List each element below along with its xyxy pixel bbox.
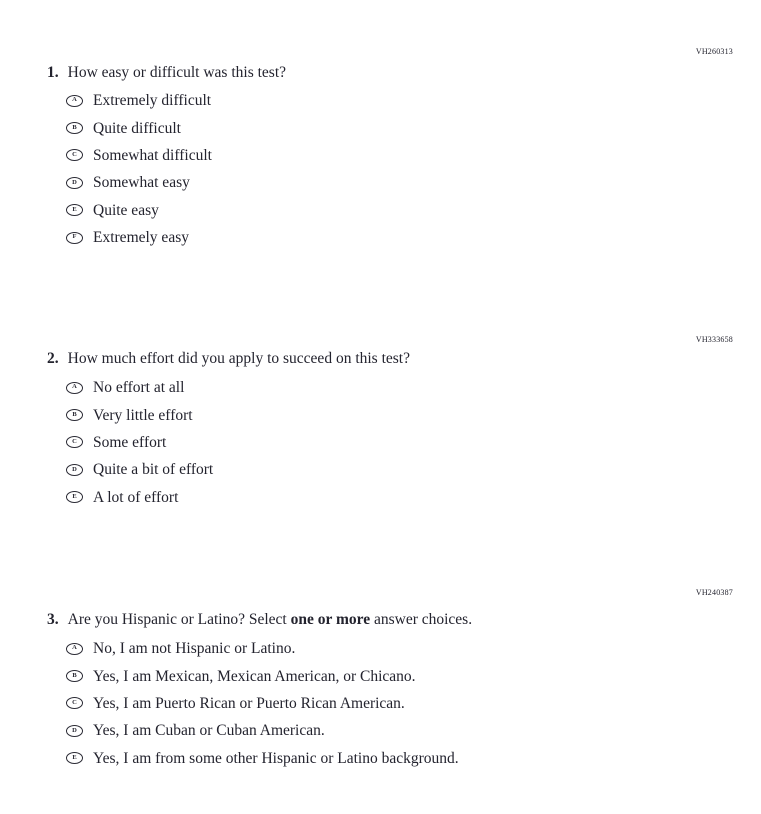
q2-option-c[interactable] bbox=[66, 429, 213, 456]
q1-option-d[interactable] bbox=[66, 169, 212, 196]
q1-option-e[interactable] bbox=[66, 197, 212, 224]
option-label: Quite easy bbox=[93, 201, 159, 219]
q1-option-b[interactable] bbox=[66, 114, 212, 141]
q3-option-c[interactable] bbox=[66, 690, 459, 717]
q1-option-c[interactable] bbox=[66, 142, 212, 169]
answer-bubble-e-icon[interactable]: E bbox=[66, 491, 83, 503]
option-label: Quite difficult bbox=[93, 119, 181, 137]
question-1-accession-code: VH260313 bbox=[695, 47, 733, 56]
answer-bubble-a-icon[interactable]: A bbox=[66, 95, 83, 107]
q3-option-e[interactable] bbox=[66, 745, 459, 772]
answer-bubble-c-icon[interactable]: C bbox=[66, 149, 83, 161]
q1-option-a[interactable] bbox=[66, 87, 212, 114]
answer-bubble-e-icon[interactable]: E bbox=[66, 204, 83, 216]
answer-bubble-b-icon[interactable]: B bbox=[66, 409, 83, 421]
q2-option-b[interactable] bbox=[66, 401, 213, 428]
answer-bubble-d-icon[interactable]: D bbox=[66, 177, 83, 189]
answer-bubble-b-icon[interactable]: B bbox=[66, 122, 83, 134]
question-3-stem: Are you Hispanic or Latino? Select bbox=[67, 611, 291, 628]
question-3-options bbox=[66, 635, 459, 772]
q2-option-d[interactable] bbox=[66, 456, 213, 483]
option-label: Some effort bbox=[93, 433, 167, 451]
answer-bubble-a-icon[interactable]: A bbox=[66, 643, 83, 655]
option-label: No effort at all bbox=[93, 379, 185, 397]
answer-bubble-c-icon[interactable]: C bbox=[66, 436, 83, 448]
answer-bubble-d-icon[interactable]: D bbox=[66, 725, 83, 737]
answer-bubble-b-icon[interactable]: B bbox=[66, 670, 83, 682]
question-2-stem: How much effort did you apply to succeed on this test? bbox=[67, 350, 410, 367]
option-label: Extremely difficult bbox=[93, 92, 212, 110]
question-3-bold-phrase: one or more bbox=[290, 611, 371, 628]
option-label: No, I am not Hispanic or Latino. bbox=[93, 640, 296, 658]
option-label: Very little effort bbox=[93, 406, 193, 424]
answer-bubble-f-icon[interactable]: F bbox=[66, 232, 83, 244]
answer-bubble-d-icon[interactable]: D bbox=[66, 464, 83, 476]
answer-bubble-e-icon[interactable]: E bbox=[66, 752, 83, 764]
answer-bubble-a-icon[interactable]: A bbox=[66, 382, 83, 394]
option-label: Yes, I am Mexican, Mexican American, or Chicano. bbox=[93, 667, 416, 685]
q2-option-a[interactable] bbox=[66, 374, 213, 401]
question-2-accession-code: VH333658 bbox=[695, 335, 733, 344]
option-label: Yes, I am Puerto Rican or Puerto Rican American. bbox=[93, 694, 405, 712]
q2-option-e[interactable] bbox=[66, 484, 213, 511]
q3-option-b[interactable] bbox=[66, 662, 459, 689]
question-3-accession-code: VH240387 bbox=[695, 588, 733, 597]
question-3-text: 3. Are you Hispanic or Latino? Select one or more answer choices. bbox=[47, 611, 473, 628]
question-1-text bbox=[47, 64, 286, 81]
question-2-number: 2. bbox=[47, 350, 59, 367]
question-2-text bbox=[47, 350, 410, 367]
option-label: Somewhat easy bbox=[93, 174, 190, 192]
option-label: Yes, I am Cuban or Cuban American. bbox=[93, 722, 325, 740]
question-1-number: 1. bbox=[47, 64, 59, 81]
option-label: Quite a bit of effort bbox=[93, 461, 214, 479]
q1-option-f[interactable] bbox=[66, 224, 212, 251]
option-label: Somewhat difficult bbox=[93, 146, 212, 164]
answer-bubble-c-icon[interactable]: C bbox=[66, 697, 83, 709]
option-label: Extremely easy bbox=[93, 229, 189, 247]
option-label: A lot of effort bbox=[93, 488, 179, 506]
question-1-options bbox=[66, 87, 212, 251]
q3-option-a[interactable] bbox=[66, 635, 459, 662]
q3-option-d[interactable] bbox=[66, 717, 459, 744]
question-3-number: 3. bbox=[47, 611, 59, 628]
question-2-options bbox=[66, 374, 213, 511]
question-1-stem: How easy or difficult was this test? bbox=[67, 64, 287, 81]
option-label: Yes, I am from some other Hispanic or Latino background. bbox=[93, 749, 459, 767]
